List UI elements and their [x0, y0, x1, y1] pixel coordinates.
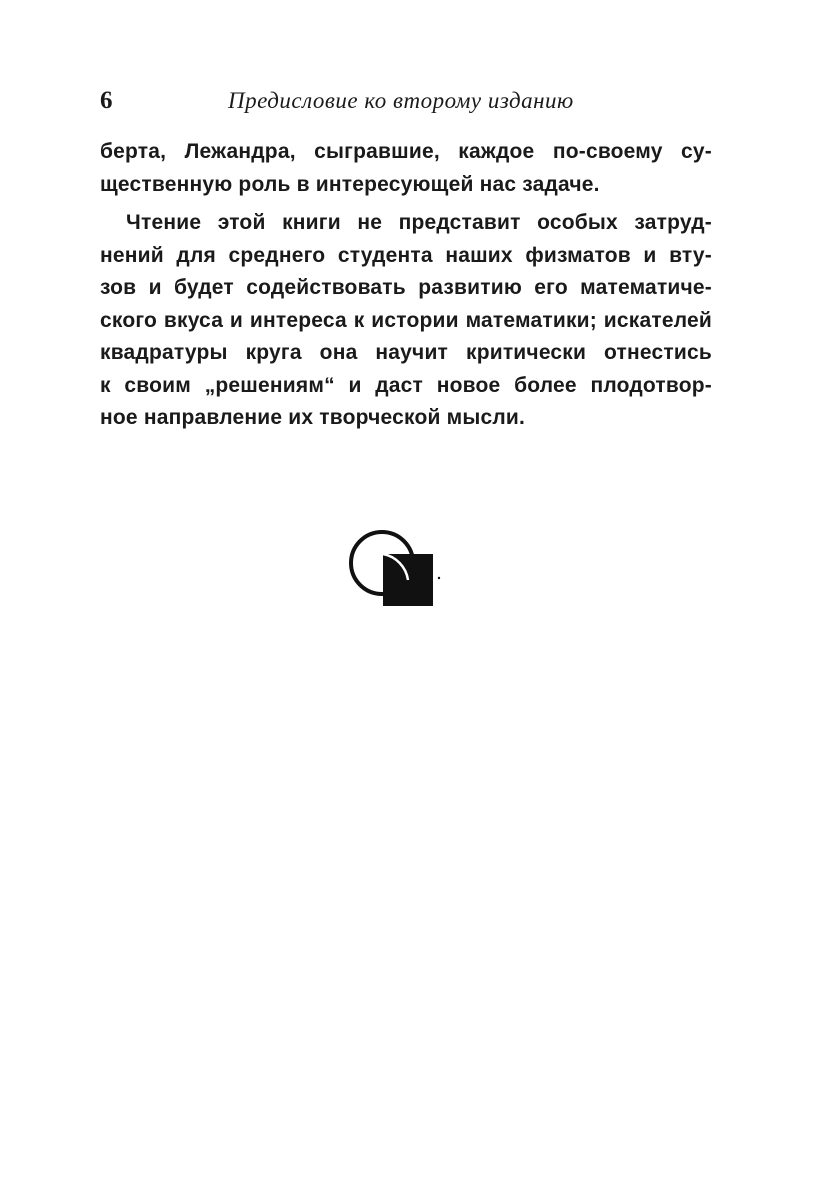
circle-square-emblem-icon: [340, 520, 450, 620]
body-text: [100, 136, 712, 435]
text-line: ского вкуса и интереса к истории математики; искателей: [100, 308, 712, 332]
text-line: квадратуры круга она научит критически отнестись: [100, 341, 712, 364]
running-title: Предисловие ко второму изданию: [228, 88, 574, 113]
text-line: нений для среднего студента наших физматов и вту-: [100, 243, 712, 267]
text-line: к своим „решениям“ и даст новое более плодотвор-: [100, 373, 712, 397]
text-line: зов и будет содействовать развитию его математиче-: [100, 276, 712, 299]
text-line: Чтение этой книги не представит особых затруд-: [126, 211, 712, 234]
paragraph-1: [100, 136, 712, 201]
page-number: 6: [100, 87, 113, 114]
text-line: берта, Лежандра, сыгравшие, каждое по-своему су-: [100, 140, 712, 163]
text-line: ное направление их творческой мысли.: [100, 406, 526, 429]
text-line: щественную роль в интересующей нас задаче.: [100, 172, 600, 196]
paragraph-2: [100, 207, 712, 435]
emblem-dot: [438, 577, 440, 579]
running-head: [100, 84, 712, 120]
